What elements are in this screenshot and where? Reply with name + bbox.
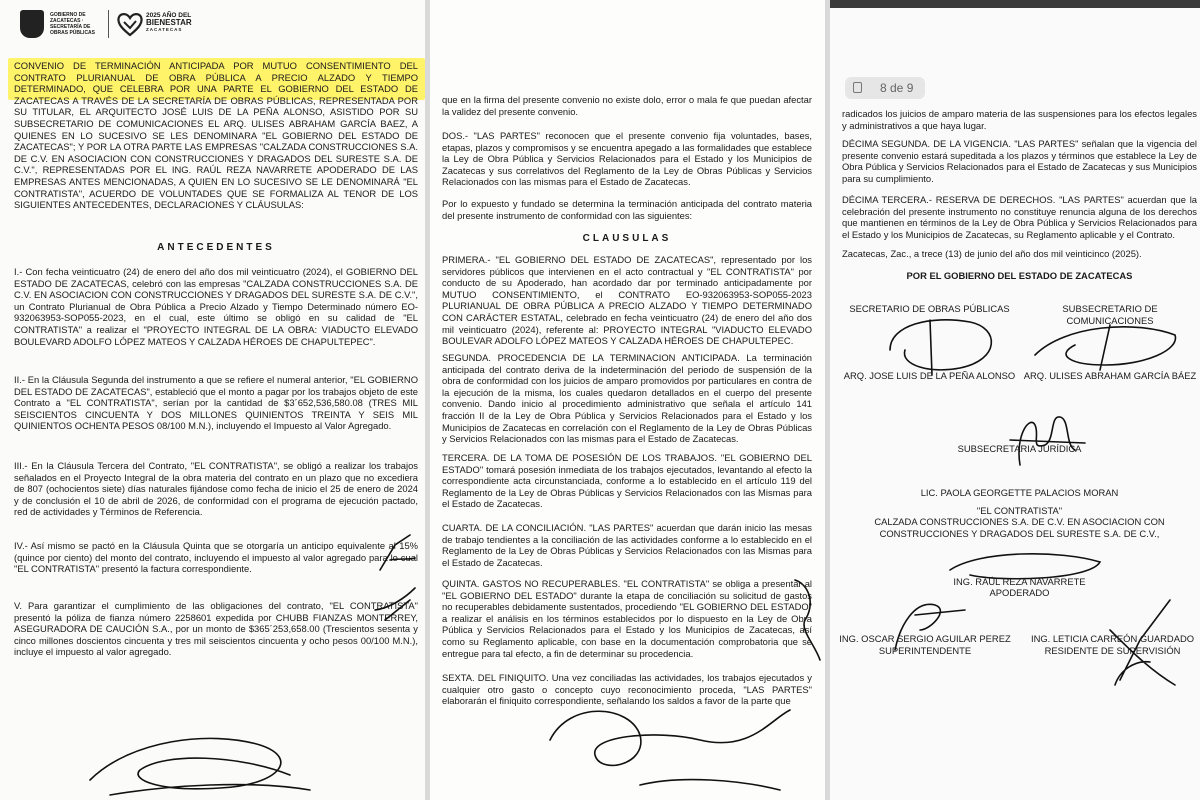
page3-opening: radicados los juicios de amparo materia de las suspensiones para los efectos legales y administrativos a que haya lugar.	[842, 108, 1197, 131]
contratista-etiqueta: "EL CONTRATISTA"	[976, 505, 1063, 516]
bottom-signature-p2	[520, 680, 810, 800]
document-pages-icon	[853, 82, 862, 93]
gobierno-firma-titulo: POR EL GOBIERNO DEL ESTADO DE ZACATECAS	[906, 270, 1133, 281]
subsecretario-cargo: SUBSECRETARIO DE COMUNICACIONES	[1062, 303, 1158, 326]
subsecretaria-juridica-nombre: LIC. PAOLA GEORGETTE PALACIOS MORAN	[920, 487, 1119, 498]
antecedente-1: I.- Con fecha veinticuatro (24) de enero del año dos mil veinticuatro (2024), el GOBIERNO DEL ESTADO DE ZACATECAS, celebró con las empresas "CALZADA CONSTRUCCIONES S.A. DE C.V. EN ASOCIACION CON CONSTRUCCIONES Y DRAGADOS DEL SURESTE S.A. DE C.V.", un Contrato Plurianual de Obra Pública a Precio Alzado y Tiempo Determinado número EO-932063953-SOP055-2023, en el cual, este último se obligó en su calidad de "EL CONTRATISTA" a realizar el "PROYECTO INTEGRAL DE LA OBRA: VIADUCTO ELEVADO BOULEVARD ADOLFO LÓPEZ MATEOS Y CALZADA HÉROES DE CHAPULTEPEC".	[14, 266, 418, 347]
antecedente-4: IV.- Así mismo se pactó en la Cláusula Quinta que se otorgaría un anticipo equivalente al 15% (quince por ciento) del monto del contrato, incluyendo el impuesto al valor agregado para lo cual "EL CONTRATISTA" presentó la factura correspondiente.	[14, 540, 418, 575]
clausula-tercera: TERCERA. DE LA TOMA DE POSESIÓN DE LOS TRABAJOS. "EL GOBIERNO DEL ESTADO" tomará posesión inmediata de los trabajos ejecutados, levantando al efecto la correspondiente acta circunstanciada, conforme a lo establecido en el artículo 119 del Reglamento de la Ley de Obras Públicas y Servicios Relacionados con las Mismas para el Estado de Zacatecas.	[442, 452, 812, 510]
year-motto	[146, 12, 192, 33]
clausula-cuarta: CUARTA. DE LA CONCILIACIÓN. "LAS PARTES" acuerdan que darán inicio las mesas de trabajo tendientes a la conciliación de las actividades conforme a lo establecido en el Reglamento de la Ley de Obras Públicas y Servicios Relacionados con las Mismas para el Estado de Zacatecas.	[442, 522, 812, 568]
secretario-nombre: ARQ. JOSE LUIS DE LA PEÑA ALONSO	[843, 370, 1016, 381]
clausula-sexta: SEXTA. DEL FINIQUITO. Una vez conciliadas las actividades, los trabajos ejecutados y cualquier otro gasto o concepto cuyo reconocimiento proceda, "LAS PARTES" elaborarán el finiquito correspondiente, señalando los saldos a favor de la parte que	[442, 672, 812, 707]
margin-signature-mark-1	[370, 530, 420, 580]
clausula-decima-tercera: DÉCIMA TERCERA.- RESERVA DE DERECHOS. "LAS PARTES" acuerdan que la celebración del presente instrumento no constituye renuncia alguna de los derechos que mantienen en términos de la Ley de Obra Pública y Servicios Relacionados para el Estado y los Municipios de Zacatecas, su Reglamento aplicable y el Contrato.	[842, 194, 1197, 240]
document-page-3	[830, 0, 1200, 800]
secretario-cargo: SECRETARIO DE OBRAS PÚBLICAS	[849, 303, 1010, 314]
header-divider	[108, 10, 109, 38]
margin-signature-mark-2	[370, 580, 420, 630]
residente-nombre: ING. LETICIA CARREÓN GUARDADO	[1030, 633, 1195, 644]
clausula-decima-segunda: DÉCIMA SEGUNDA. DE LA VIGENCIA. "LAS PARTES" señalan que la vigencia del presente convenio estará supeditada a los plazos y términos que establece la Ley de Obra Pública y Servicios Relacionados para el Estado de Zacatecas y sus Municipios para su cumplimiento.	[842, 138, 1197, 184]
government-shield-logo	[20, 10, 44, 38]
document-page-1	[0, 0, 425, 800]
bottom-signature-p1	[70, 700, 330, 800]
document-page-2	[430, 0, 825, 800]
intro-highlighted-text: CONVENIO DE TERMINACIÓN ANTICIPADA POR MUTUO CONSENTIMIENTO DEL CONTRATO PLURIANUAL DE OBRA PÚBLICA A PRECIO ALZADO Y TIEMPO DETERMINADO, QUE CELEBRA POR UNA PARTE EL GOBIERNO DEL ESTADO DE	[14, 60, 418, 95]
fundamento-parrafo: Por lo expuesto y fundado se determina la terminación anticipada del contrato materia del presente instrumento de conformidad con las siguientes:	[442, 198, 812, 221]
clausula-segunda: SEGUNDA. PROCEDENCIA DE LA TERMINACION ANTICIPADA. La terminación anticipada del contrato deriva de la indeterminación del periodo de suspensión de la obra de conformidad con los juicios de amparo promovidos por particulares en contra de la ejecución de la misma, los cuales quedaron detallados en el cuerpo del presente convenio. Dando inicio al procedimiento administrativo que señala el artículo 141 fracción II de la Ley de Obra Pública y Servicios Relacionados para el Estado y los Municipios de Zacatecas en correlación con el Reglamento de la Ley de Obras Públicas y Servicios Relacionados con las mismas para el Estado de Zacatecas.	[442, 352, 812, 445]
contratista-razon-social: CALZADA CONSTRUCCIONES S.A. DE C.V. EN ASOCIACION CON CONSTRUCCIONES Y DRAGADOS DEL SURESTE S.A. DE C.V.,	[874, 516, 1165, 539]
page2-opening: que en la firma del presente convenio no existe dolo, error o mala fe que puedan afectar la validez del presente convenio.	[442, 94, 812, 117]
antecedente-5: V. Para garantizar el cumplimiento de las obligaciones del contrato, "EL CONTRATISTA" presentó la póliza de fianza número 2258601 expedida por CHUBB FIANZAS MONTERREY, ASEGURADORA DE CAUCIÓN S.A., por un monto de $365´253,658.00 (Trescientos sesenta y cinco millones doscientos cincuenta y tres mil seiscientos cincuenta y ocho pesos 00/100 M.N.), incluye el impuesto al valor agregado.	[14, 600, 418, 658]
clausula-dos-parrafo: DOS.- "LAS PARTES" reconocen que el presente convenio fija voluntades, bases, etapas, plazos y compromisos y se encuentra apegado a las formalidades que establece la Ley de Obra Pública y Servicios Relacionados para el Estado y los Municipios de Zacatecas y sus correlativos del Reglamento de la Ley de Obras Públicas y Servicios Relacionados con las mismas para el Estado de Zacatecas.	[442, 130, 812, 188]
superintendente-nombre: ING. OSCAR SERGIO AGUILAR PEREZ	[839, 633, 1011, 644]
signature-juridica	[1000, 405, 1090, 475]
residente-cargo: RESIDENTE DE SUPERVISIÓN	[1044, 645, 1181, 656]
convenio-intro	[14, 60, 418, 211]
government-logo-text: GOBIERNO DE ZACATECAS · SECRETARÍA DE OBRAS PÚBLICAS	[50, 12, 96, 36]
bienestar-heart-icon	[116, 10, 144, 38]
antecedentes-heading: ANTECEDENTES	[157, 242, 275, 253]
page-indicator-text: 8 de 9	[880, 81, 914, 95]
year-motto-line1: 2025 AÑO DEL	[146, 12, 192, 19]
superintendente-cargo: SUPERINTENDENTE	[878, 645, 972, 656]
fecha-firma: Zacatecas, Zac., a trece (13) de junio del año dos mil veinticinco (2025).	[842, 248, 1142, 259]
clausulas-heading: CLAUSULAS	[582, 233, 672, 244]
page3-top-edge	[830, 0, 1200, 8]
year-motto-line3: ZACATECAS	[146, 27, 183, 32]
year-motto-line2: BIENESTAR	[146, 18, 192, 27]
antecedente-3: III.- En la Cláusula Tercera del Contrato, "EL CONTRATISTA", se obligó a realizar los trabajos señalados en el Proyecto Integral de la obra materia del contrato en un plazo que no excediera de 807 (ochocientos siete) días naturales fijándose como fecha de inicio el 25 de enero de 2024 y de conclusión el 10 de abril de 2026, de conformidad con el programa de ejecución pactado, red de actividades y Términos de Referencia.	[14, 460, 418, 518]
clausula-quinta: QUINTA. GASTOS NO RECUPERABLES. "EL CONTRATISTA" se obliga a presentar al "EL GOBIERNO DEL ESTADO" durante la etapa de conciliación su solicitud de gastos no recuperables debidamente sustentados, procediendo "EL GOBIERNO DEL ESTADO" a realizar el análisis en los términos establecidos por lo dispuesto en la Ley de Obra Pública y Servicios Relacionados para el Estado y los Municipios de Zacatecas, así como su Reglamento aplicable, con base en la documentación comprobatoria que se entregue para tal efecto, a fin de determinar su procedencia.	[442, 578, 812, 659]
intro-rest-text: ZACATECAS A TRAVÉS DE LA SECRETARÍA DE OBRAS PÚBLICAS, REPRESENTADA POR SU TITULAR, EL ARQUITECTO JOSÉ LUIS DE LA PEÑA ALONSO, ASISTIDO POR SU SUBSECRETARIO DE COMUNICACIONES EL ARQ. ULISES ABRAHAM GARCÍA BAEZ, A QUIENES EN LO SUCESIVO SE LES DENOMINARA "EL GOBIERNO DEL ESTADO DE ZACATECAS"; Y POR LA OTRA PARTE LAS EMPRESAS "CALZADA CONSTRUCCIONES S.A. DE C.V. EN ASOCIACION CON CONSTRUCCIONES Y DRAGADOS DEL SURESTE S.A. DE C.V.", REPRESENTADAS POR EL ING. RAÚL REZA NAVARRETE APODERADO DE LAS EMPRESAS ANTES MENCIONADAS, A QUIEN EN LO SUCESIVO SE LE DENOMINARÁ "EL CONTRATISTA", ACUERDO DE VOLUNTADES QUE SE FORMALIZA AL TENOR DE LOS SIGUIENTES ANTECEDENTES, DECLARACIONES Y CLÁUSULAS:	[14, 94, 418, 211]
clausula-primera: PRIMERA.- "EL GOBIERNO DEL ESTADO DE ZACATECAS", representado por los servidores públicos que intervienen en el acto contractual y "EL CONTRATISTA" por conducto de su Apoderado, han acordado dar por terminado anticipadamente por MUTUO CONSENTIMIENTO, el CONTRATO EO-932063953-SOP055-2023 PLURIANUAL DE OBRA PÚBLICA A PRECIO ALZADO Y TIEMPO DETERMINADO CON CARÁCTER ESTATAL, celebrado en fecha veinticuatro (24) de enero del año dos mil veinticuatro (2024), referente al: PROYECTO INTEGRAL "VIADUCTO ELEVADO BOULEVAR ADOLFO LÓPEZ MATEOS Y CALZADA HÉROES DE CHAPULTEPEC.	[442, 254, 812, 347]
antecedente-2: II.- En la Cláusula Segunda del instrumento a que se refiere el numeral anterior, "EL GOBIERNO DEL ESTADO DE ZACATECAS", estableció que el monto a pagar por los trabajos objeto de este Contrato a "EL CONTRATISTA", serían por la cantidad de $3´652,536,580.08 (TRES MIL SEISCIENTOS CINCUENTA Y DOS MILLONES QUINIENTOS TREINTA Y SEIS MIL QUINIENTOS OCHENTA PESOS 08/100 M.N.), incluyendo el Impuesto al Valor Agregado.	[14, 374, 418, 432]
subsecretaria-juridica-cargo: SUBSECRETARIA JURÍDICA	[957, 443, 1082, 454]
apoderado-nombre: ING. RAÚL REZA NAVARRETE	[953, 576, 1086, 587]
subsecretario-nombre: ARQ. ULISES ABRAHAM GARCÍA BÁEZ	[1023, 370, 1197, 381]
apoderado-cargo: APODERADO	[989, 587, 1050, 598]
margin-signature-mark-3	[790, 575, 825, 665]
